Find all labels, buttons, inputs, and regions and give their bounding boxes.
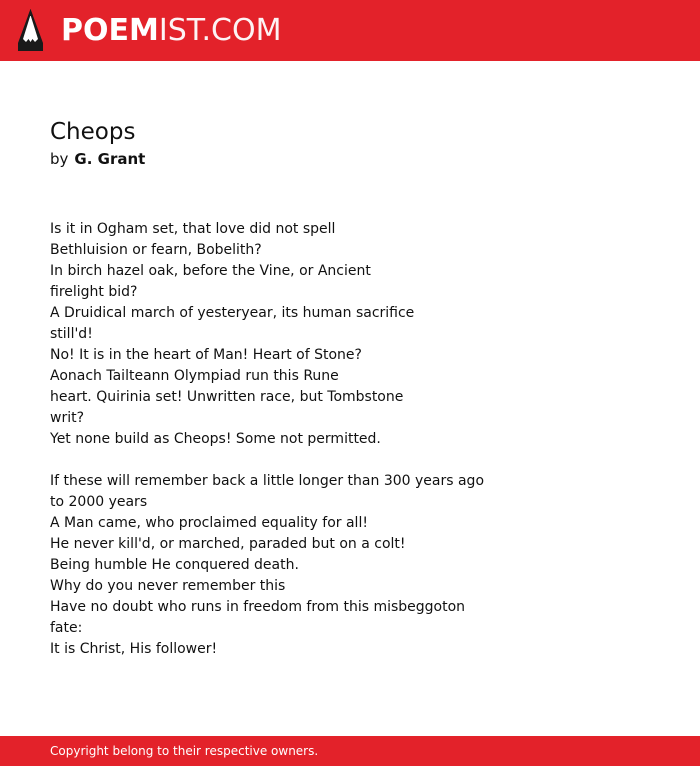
poem-line: heart. Quirinia set! Unwritten race, but Tombstone — [50, 389, 404, 405]
poem-line: Have no doubt who runs in freedom from this misbeggoton — [50, 599, 466, 615]
copyright-notice: Copyright belong to their respective owners. — [50, 744, 319, 758]
logo-brand-light: IST.COM — [158, 13, 282, 48]
poem-body — [50, 219, 490, 660]
poem-line: Why do you never remember this — [50, 578, 286, 594]
poem-line: still'd! — [50, 326, 93, 342]
poem-line: If these will remember back a little longer than 300 years ago — [50, 473, 485, 489]
poem-line: A Druidical march of yesteryear, its human sacrifice — [50, 305, 415, 321]
site-header — [0, 0, 700, 61]
poem-line: It is Christ, His follower! — [50, 641, 218, 657]
poem-line: writ? — [50, 410, 85, 426]
poem-line: No! It is in the heart of Man! Heart of Stone? — [50, 347, 362, 363]
poem-line: Aonach Tailteann Olympiad run this Rune — [50, 368, 339, 384]
poem-title: Cheops — [50, 119, 136, 145]
author-name: G. Grant — [74, 150, 146, 168]
poem-line: Bethluision or fearn, Bobelith? — [50, 242, 262, 258]
poem-line: Being humble He conquered death. — [50, 557, 299, 573]
stanza-break — [50, 450, 490, 471]
by-label: by — [50, 150, 69, 168]
poem-line: fate: — [50, 620, 83, 636]
poem-line: firelight bid? — [50, 284, 138, 300]
logo-brand-bold: POEM — [61, 13, 159, 48]
poem-line: Yet none build as Cheops! Some not permitted. — [50, 431, 381, 447]
poem-line: In birch hazel oak, before the Vine, or Ancient — [50, 263, 371, 279]
poem-line: A Man came, who proclaimed equality for all! — [50, 515, 368, 531]
pencil-tip-icon[interactable] — [18, 9, 43, 51]
site-footer — [0, 736, 700, 766]
poem-line: He never kill'd, or marched, paraded but on a colt! — [50, 536, 406, 552]
poem-line: Is it in Ogham set, that love did not spell — [50, 221, 336, 237]
poem-line: to 2000 years — [50, 494, 148, 510]
byline — [50, 149, 145, 169]
site-logo[interactable] — [61, 11, 281, 51]
